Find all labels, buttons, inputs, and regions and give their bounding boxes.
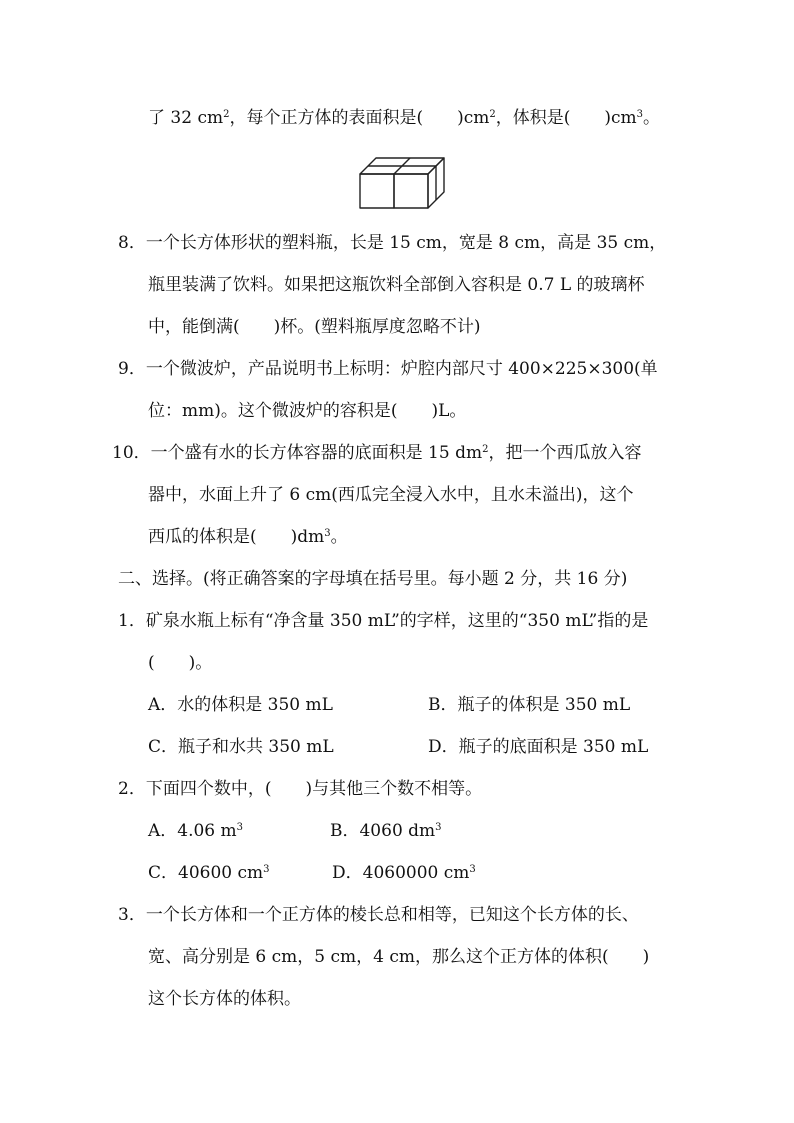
q10-text-1a: 10．一个盛有水的长方体容器的底面积是 15 dm [112, 443, 483, 463]
q9-line2: 位：mm)。这个微波炉的容积是( )L。 [148, 401, 467, 421]
c2-option-c-text: C．40600 cm [148, 863, 264, 883]
q7-line [148, 106, 660, 130]
cube-left-front [360, 174, 394, 208]
q8-line2: 瓶里装满了饮料。如果把这瓶饮料全部倒入容积是 0.7 L 的玻璃杯 [148, 275, 645, 295]
q10-line1 [112, 441, 641, 465]
c2-option-d [332, 861, 476, 885]
c3-line1: 3．一个长方体和一个正方体的棱长总和相等，已知这个长方体的长、 [118, 905, 639, 925]
c2-option-c-sup: 3 [263, 864, 270, 875]
q9-line1: 9．一个微波炉，产品说明书上标明：炉腔内部尺寸 400×225×300(单 [118, 359, 658, 379]
c1-option-a: A．水的体积是 350 mL [148, 695, 333, 715]
q10-line3 [148, 525, 348, 549]
q10-text-1b: ，把一个西瓜放入容 [488, 443, 642, 463]
c1-option-b: B．瓶子的体积是 350 mL [428, 695, 631, 715]
q10-sup-2: 2 [482, 444, 489, 455]
q7-text-c: ，体积是( )cm [495, 108, 637, 128]
two-cubes-figure [352, 144, 448, 214]
c1-option-d: D．瓶子的底面积是 350 mL [428, 737, 649, 757]
c3-line3: 这个长方体的体积。 [148, 989, 301, 1009]
cube-right-front [394, 174, 428, 208]
c2-option-a-sup: 3 [236, 822, 244, 833]
c1-line1: 1．矿泉水瓶上标有“净含量 350 mL”的字样，这里的“350 mL”指的是 [118, 611, 649, 631]
c1-option-c: C．瓶子和水共 350 mL [148, 737, 334, 757]
c2-option-b [330, 819, 442, 843]
q10-text-3a: 西瓜的体积是( )dm [148, 527, 325, 547]
q7-text-d: 。 [643, 108, 661, 128]
q8-line3: 中，能倒满( )杯。(塑料瓶厚度忽略不计) [148, 317, 481, 337]
section2-title: 二、选择。(将正确答案的字母填在括号里。每小题 2 分，共 16 分) [118, 569, 628, 589]
q10-line2: 器中，水面上升了 6 cm(西瓜完全浸入水中，且水未溢出)，这个 [148, 485, 634, 505]
q10-text-3b: 。 [330, 527, 348, 547]
q7-text-b: ，每个正方体的表面积是( )cm [229, 108, 490, 128]
c2-option-a [148, 819, 243, 843]
c2-option-d-text: D．4060000 cm [332, 863, 470, 883]
c2-option-b-sup: 3 [435, 822, 442, 833]
q7-sup-2b: 2 [489, 109, 496, 120]
q10-sup-3: 3 [324, 528, 331, 539]
q8-line1: 8．一个长方体形状的塑料瓶，长是 15 cm，宽是 8 cm，高是 35 cm， [118, 233, 667, 253]
c2-option-d-sup: 3 [469, 864, 476, 875]
c2-option-c [148, 861, 270, 885]
c2-option-a-text: A．4.06 m [148, 821, 237, 841]
q7-text-a: 了 32 cm [148, 108, 224, 128]
c2-option-b-text: B．4060 dm [330, 821, 436, 841]
c3-line2: 宽、高分别是 6 cm，5 cm，4 cm，那么这个正方体的体积( ) [148, 947, 650, 967]
q7-sup-2a: 2 [223, 109, 230, 120]
q7-sup-3: 3 [636, 109, 644, 120]
c2-line1: 2．下面四个数中，( )与其他三个数不相等。 [118, 779, 483, 799]
c1-line2: ( )。 [148, 653, 213, 673]
